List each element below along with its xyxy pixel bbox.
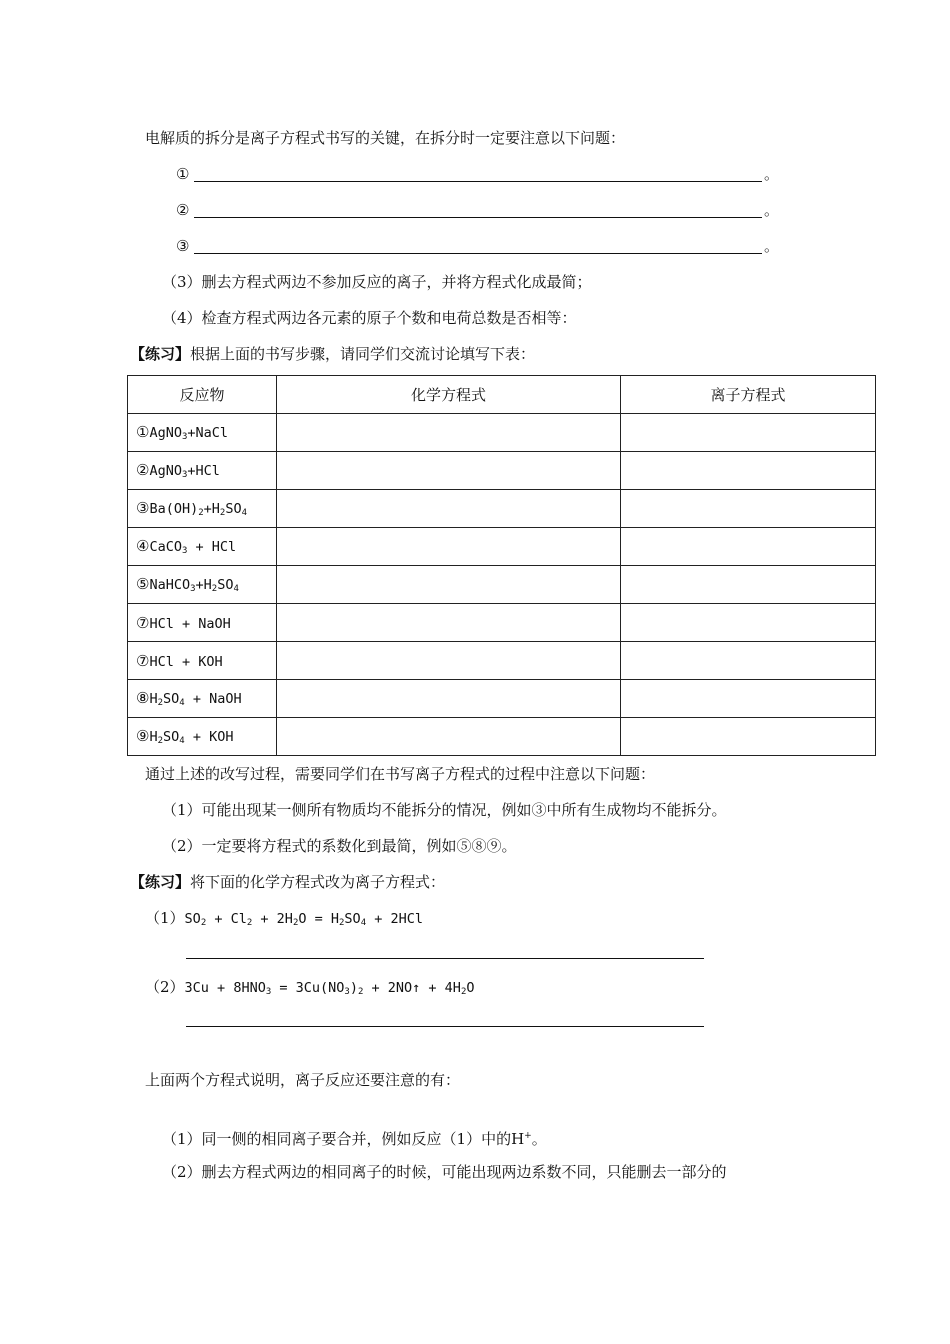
row-mark: ② (136, 461, 150, 479)
table-row (128, 452, 876, 490)
formula-text: HCl + KOH (149, 653, 223, 670)
formula-text: SO (225, 501, 242, 517)
subscript: 3 (181, 546, 188, 556)
note-2-text: （2）一定要将方程式的系数化到最简，例如⑤⑧⑨。 (162, 837, 517, 855)
formula-text: ) (349, 980, 358, 996)
practice-1-heading (130, 344, 535, 364)
point-1-end: 。 (531, 1130, 547, 1148)
reactant-cell (128, 528, 277, 566)
ionic-equation-cell[interactable] (621, 490, 876, 528)
ionic-equation-cell[interactable] (621, 452, 876, 490)
formula-text: SO (163, 729, 180, 745)
answer-1-line[interactable] (186, 958, 704, 959)
ionic-equation-cell[interactable] (621, 718, 876, 756)
blank-3-mark: ③ (176, 237, 190, 255)
reactant-cell (128, 680, 277, 718)
formula-text: O (466, 980, 475, 996)
ionic-equation-cell[interactable] (621, 414, 876, 452)
subscript: 2 (157, 698, 164, 708)
ionic-equation-cell[interactable] (621, 642, 876, 680)
formula-text: Ba(OH) (149, 501, 199, 517)
formula-text: SO (217, 577, 234, 593)
subscript: 3 (181, 470, 188, 480)
header-chemical-equation: 化学方程式 (277, 376, 621, 414)
formula-text: +H (195, 577, 212, 593)
blank-2-mark: ② (176, 201, 190, 219)
reactant-formula (149, 654, 222, 670)
subscript: 4 (233, 584, 239, 594)
subscript: 2 (157, 736, 164, 746)
equation-2 (145, 977, 475, 1002)
chemical-equation-cell[interactable] (277, 604, 621, 642)
reactant-formula (149, 425, 228, 441)
subscript: 4 (360, 918, 367, 928)
formula-text: + KOH (184, 729, 234, 745)
formula-text: + HCl (187, 539, 237, 555)
equation-2-label: （2） (145, 978, 185, 996)
row-mark: ⑧ (136, 689, 150, 707)
point-2-text: （2）删去方程式两边的相同离子的时候，可能出现两边系数不同，只能删去一部分的 (162, 1163, 727, 1181)
formula-text: SO (344, 911, 361, 927)
summary-text: 通过上述的改写过程，需要同学们在书写离子方程式的过程中注意以下问题： (145, 765, 656, 783)
subscript: 3 (181, 432, 188, 442)
subscript: 2 (460, 987, 467, 997)
formula-text: SO (163, 691, 180, 707)
practice-2-heading (130, 872, 445, 892)
table-row (128, 718, 876, 756)
subscript: 4 (241, 508, 248, 518)
point-1-text: （1）同一侧的相同离子要合并，例如反应（1）中的H (162, 1130, 525, 1148)
subscript: 4 (179, 698, 185, 708)
chemical-equation-cell[interactable] (277, 528, 621, 566)
reactant-formula (149, 501, 247, 517)
formula-text: HCl + NaOH (149, 615, 231, 632)
chemical-equation-cell[interactable] (277, 490, 621, 528)
blank-1-mark: ① (176, 165, 190, 183)
ionic-equation-cell[interactable] (621, 566, 876, 604)
formula-text: + NaOH (184, 691, 242, 707)
table-row (128, 680, 876, 718)
reactant-formula (149, 616, 230, 632)
practice-2-tag: 【练习】 (130, 873, 191, 891)
row-mark: ⑨ (136, 727, 150, 745)
practice-2-text: 将下面的化学方程式改为离子方程式： (190, 873, 446, 891)
subscript: 2 (200, 918, 207, 928)
conclusion-text: 上面两个方程式说明，离子反应还要注意的有： (145, 1071, 461, 1089)
subscript: 3 (344, 987, 350, 997)
header-ionic-equation: 离子方程式 (621, 376, 876, 414)
table-row (128, 414, 876, 452)
formula-text: +H (203, 501, 220, 517)
formula-text: H (149, 691, 158, 707)
reactant-cell (128, 452, 277, 490)
equation-1-label: （1） (145, 909, 185, 927)
reactant-cell (128, 642, 277, 680)
blank-3-line[interactable] (194, 253, 762, 254)
reactant-cell (128, 604, 277, 642)
reactant-cell (128, 490, 277, 528)
chemical-equation-cell[interactable] (277, 414, 621, 452)
step-4-text: （4）检查方程式两边各元素的原子个数和电荷总数是否相等： (162, 309, 577, 327)
table-row (128, 604, 876, 642)
formula-text: + 2NO↑ + 4H (363, 980, 461, 996)
subscript: 2 (357, 987, 364, 997)
formula-text: 3Cu + 8HNO (184, 980, 266, 996)
row-mark: ③ (136, 499, 150, 517)
formula-text: + 2HCl (366, 911, 424, 927)
subscript: 3 (190, 584, 196, 594)
formula-text: NaHCO (149, 577, 191, 593)
reactant-formula (149, 539, 236, 555)
table-header-row (128, 376, 876, 414)
blank-2-end: 。 (764, 201, 780, 219)
subscript: 2 (246, 918, 253, 928)
table-row (128, 566, 876, 604)
row-mark: ① (136, 423, 150, 441)
practice-1-tag: 【练习】 (130, 345, 191, 363)
subscript: 2 (211, 584, 218, 594)
row-mark: ④ (136, 537, 150, 555)
chemical-equation-cell[interactable] (277, 718, 621, 756)
blank-1-end: 。 (764, 165, 780, 183)
equation-1-formula (185, 911, 423, 927)
equation-1 (145, 908, 423, 933)
blank-3-end: 。 (764, 237, 780, 255)
reactant-cell (128, 718, 277, 756)
formula-text: + 2H (252, 911, 293, 927)
subscript: 4 (179, 736, 185, 746)
formula-text: +HCl (187, 463, 220, 479)
formula-text: CaCO (149, 539, 182, 555)
formula-text: AgNO (149, 425, 182, 441)
header-reactants: 反应物 (128, 376, 277, 414)
intro-text: 电解质的拆分是离子方程式书写的关键，在拆分时一定要注意以下问题： (145, 129, 626, 147)
chemical-equation-cell[interactable] (277, 452, 621, 490)
ionic-equation-cell[interactable] (621, 604, 876, 642)
row-mark: ⑤ (136, 575, 150, 593)
answer-2-line[interactable] (186, 1026, 704, 1027)
row-mark: ⑦ (136, 651, 150, 670)
subscript: 2 (198, 508, 204, 518)
chemical-equation-cell[interactable] (277, 680, 621, 718)
subscript: 3 (265, 987, 272, 997)
subscript: 2 (292, 918, 299, 928)
subscript: 2 (219, 508, 226, 518)
practice-1-text: 根据上面的书写步骤，请同学们交流讨论填写下表： (190, 345, 536, 363)
chemical-equation-cell[interactable] (277, 566, 621, 604)
formula-text: + Cl (206, 911, 247, 927)
note-1-text: （1）可能出现某一侧所有物质均不能拆分的情况，例如③中所有生成物均不能拆分。 (162, 801, 727, 819)
step-3-text: （3）删去方程式两边不参加反应的离子，并将方程式化成最简； (162, 273, 592, 291)
blank-1-line[interactable] (194, 181, 762, 182)
chemical-equation-cell[interactable] (277, 642, 621, 680)
reactant-formula (149, 691, 241, 707)
reactant-formula (149, 463, 219, 479)
formula-text: SO (184, 911, 201, 927)
formula-text: AgNO (149, 463, 182, 479)
row-mark: ⑦ (136, 613, 150, 632)
reactant-cell (128, 566, 277, 604)
table-row (128, 642, 876, 680)
subscript: 2 (339, 918, 345, 928)
reactant-formula (149, 729, 233, 745)
point-1 (162, 1126, 547, 1149)
formula-text: = 3Cu(NO (271, 980, 345, 996)
equation-2-formula (185, 980, 475, 996)
reactant-cell (128, 414, 277, 452)
blank-2-line[interactable] (194, 217, 762, 218)
formula-text: O = H (298, 911, 339, 927)
reactant-formula (149, 577, 238, 593)
table-row (128, 528, 876, 566)
point-1-sup: + (524, 1131, 532, 1141)
exercise-table (127, 375, 876, 756)
ionic-equation-cell[interactable] (621, 680, 876, 718)
formula-text: +NaCl (187, 425, 229, 441)
table-row (128, 490, 876, 528)
ionic-equation-cell[interactable] (621, 528, 876, 566)
formula-text: H (149, 729, 158, 745)
